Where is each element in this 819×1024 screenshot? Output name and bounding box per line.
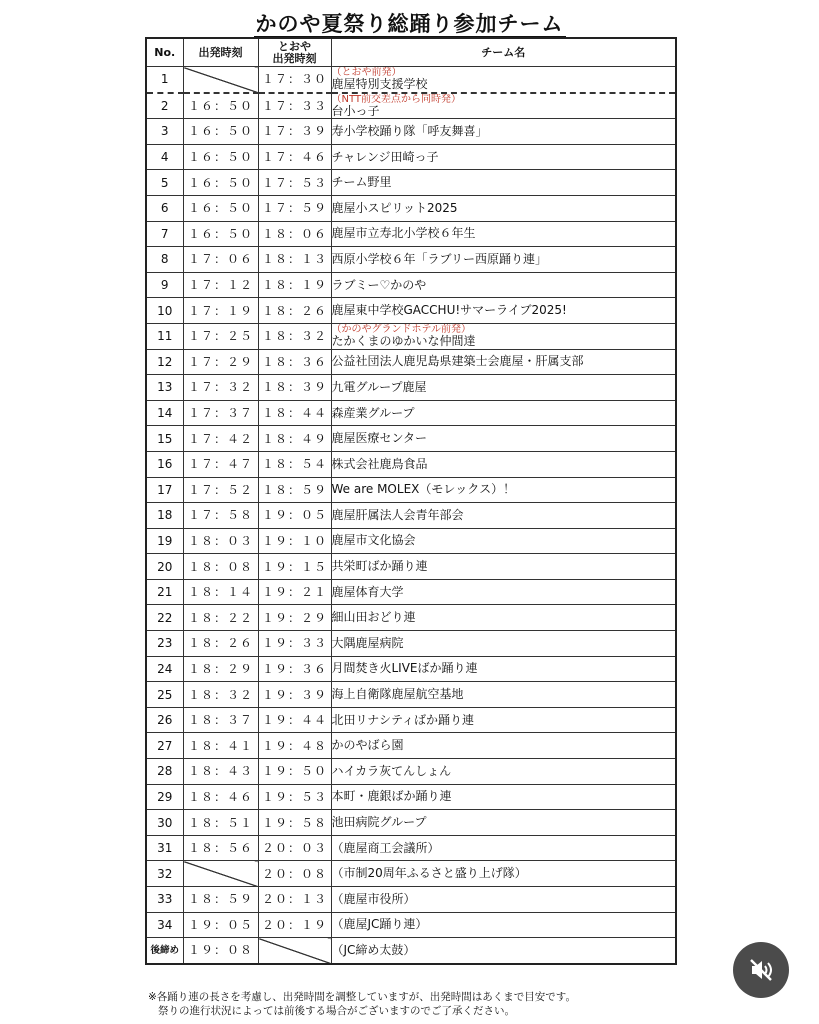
- toya-departure-time: １７：５９: [258, 195, 331, 221]
- departure-time: １７：５８: [183, 503, 258, 529]
- team-name: 鹿屋医療センター: [331, 431, 428, 446]
- team-name-cell: [331, 887, 676, 913]
- table-row: [146, 810, 676, 836]
- toya-departure-time: １９：３３: [258, 631, 331, 657]
- table-row: [146, 605, 676, 631]
- team-name-cell: [331, 247, 676, 273]
- departure-time: １７：４２: [183, 426, 258, 452]
- row-number: 29: [146, 784, 183, 810]
- departure-time: １８：２９: [183, 656, 258, 682]
- row-number: 30: [146, 810, 183, 836]
- toya-departure-time: １８：０６: [258, 221, 331, 247]
- toya-departure-time: １８：５９: [258, 477, 331, 503]
- toya-departure-time: [258, 938, 331, 964]
- toya-departure-time: １９：３９: [258, 682, 331, 708]
- header-toya-departure: [258, 38, 331, 67]
- team-name: 鹿屋特別支援学校: [331, 77, 428, 92]
- table-row: [146, 221, 676, 247]
- departure-time: １９：０８: [183, 938, 258, 964]
- team-name-cell: [331, 605, 676, 631]
- start-location-note: （かのやグランドホテル前発）: [331, 324, 471, 336]
- table-row: [146, 579, 676, 605]
- table-row: [146, 528, 676, 554]
- table-row: [146, 451, 676, 477]
- team-name: 九電グループ鹿屋: [331, 379, 427, 394]
- toya-departure-time: １７：３９: [258, 119, 331, 145]
- table-row: [146, 682, 676, 708]
- departure-time: １９：０５: [183, 912, 258, 938]
- team-name: 鹿屋体育大学: [331, 584, 404, 599]
- team-name: かのやばら園: [331, 738, 404, 753]
- departure-time: １８：５６: [183, 835, 258, 861]
- row-number: 2: [146, 93, 183, 119]
- team-name-cell: [331, 784, 676, 810]
- departure-time: １８：１４: [183, 579, 258, 605]
- team-name: 月間焚き火LIVEばか踊り連: [331, 661, 478, 676]
- table-row: [146, 887, 676, 913]
- team-name-cell: [331, 375, 676, 401]
- row-number: 7: [146, 221, 183, 247]
- toya-departure-time: １８：５４: [258, 451, 331, 477]
- row-number: 17: [146, 477, 183, 503]
- table-row: [146, 400, 676, 426]
- row-number: 31: [146, 835, 183, 861]
- table-row: [146, 323, 676, 349]
- toya-departure-time: １８：２６: [258, 298, 331, 324]
- toya-departure-time: １８：１３: [258, 247, 331, 273]
- row-number: 16: [146, 451, 183, 477]
- row-number: 33: [146, 887, 183, 913]
- start-location-note: （とおや前発）: [331, 67, 402, 79]
- table-row: [146, 477, 676, 503]
- row-number: 27: [146, 733, 183, 759]
- row-number: 26: [146, 707, 183, 733]
- departure-time: １８：５９: [183, 887, 258, 913]
- team-name: 北田リナシティばか踊り連: [331, 712, 475, 727]
- team-name: 鹿屋小スピリット2025: [331, 200, 458, 215]
- table-row: [146, 784, 676, 810]
- table-row: [146, 861, 676, 887]
- team-name: 株式会社鹿鳥食品: [331, 456, 428, 471]
- table-row: [146, 554, 676, 580]
- team-name: We are MOLEX（モレックス）！: [331, 482, 516, 497]
- team-name: 公益社団法人鹿児島県建築士会鹿屋・肝属支部: [331, 354, 584, 369]
- team-name: 鹿屋市立寿北小学校６年生: [331, 226, 476, 241]
- toya-departure-time: １８：３６: [258, 349, 331, 375]
- toya-departure-time: ２０：０８: [258, 861, 331, 887]
- team-name: 台小っ子: [331, 103, 380, 118]
- departure-time: １７：１２: [183, 272, 258, 298]
- row-number: 19: [146, 528, 183, 554]
- team-name-cell: [331, 272, 676, 298]
- row-number: 5: [146, 170, 183, 196]
- row-number: 13: [146, 375, 183, 401]
- team-name: 共栄町ばか踊り連: [331, 559, 428, 574]
- toya-departure-time: １９：２１: [258, 579, 331, 605]
- team-name-cell: [331, 707, 676, 733]
- table-row: [146, 912, 676, 938]
- toya-departure-time: １８：１９: [258, 272, 331, 298]
- team-name: ハイカラ灰てんしょん: [331, 763, 452, 778]
- toya-departure-time: １７：３０: [258, 67, 331, 93]
- table-row: [146, 93, 676, 119]
- departure-time: １７：２９: [183, 349, 258, 375]
- row-number: 15: [146, 426, 183, 452]
- table-row: [146, 375, 676, 401]
- team-name-cell: [331, 451, 676, 477]
- team-name-cell: [331, 656, 676, 682]
- toya-departure-time: ２０：０３: [258, 835, 331, 861]
- departure-time: １８：２２: [183, 605, 258, 631]
- departure-time: １６：５０: [183, 93, 258, 119]
- departure-time: １７：０６: [183, 247, 258, 273]
- team-name: （鹿屋市役所）: [331, 891, 416, 906]
- departure-time: １７：２５: [183, 323, 258, 349]
- toya-departure-time: １９：１０: [258, 528, 331, 554]
- toya-departure-time: １８：３２: [258, 323, 331, 349]
- row-number: 18: [146, 503, 183, 529]
- team-name: 寿小学校踊り隊「呼友舞喜」: [331, 123, 488, 138]
- team-name-cell: [331, 195, 676, 221]
- team-name-cell: [331, 810, 676, 836]
- table-row: [146, 67, 676, 93]
- departure-time: １７：４７: [183, 451, 258, 477]
- toya-departure-time: １９：４４: [258, 707, 331, 733]
- toya-departure-time: １９：５８: [258, 810, 331, 836]
- team-name: 細山田おどり連: [331, 610, 416, 625]
- toya-departure-time: １７：５３: [258, 170, 331, 196]
- toya-departure-time: １９：３６: [258, 656, 331, 682]
- table-header-row: [146, 38, 676, 67]
- table-row: [146, 707, 676, 733]
- team-name: （鹿屋商工会議所）: [331, 840, 440, 855]
- departure-time: １８：４３: [183, 759, 258, 785]
- toya-departure-time: ２０：１９: [258, 912, 331, 938]
- table-row: [146, 759, 676, 785]
- header-no: No.: [146, 38, 183, 67]
- team-name-cell: [331, 579, 676, 605]
- row-number: 10: [146, 298, 183, 324]
- departure-time: １６：５０: [183, 221, 258, 247]
- team-name-cell: [331, 119, 676, 145]
- departure-time: １８：５１: [183, 810, 258, 836]
- team-name-cell: [331, 912, 676, 938]
- table-row: [146, 298, 676, 324]
- team-name-cell: [331, 170, 676, 196]
- table-row: [146, 733, 676, 759]
- team-name-cell: [331, 323, 676, 349]
- row-number: 14: [146, 400, 183, 426]
- start-location-note: （NTT前交差点から同時発）: [331, 93, 462, 105]
- row-number: 11: [146, 323, 183, 349]
- team-name-cell: [331, 67, 676, 93]
- footer-note: [148, 990, 708, 1018]
- departure-time: １６：５０: [183, 144, 258, 170]
- table-row: [146, 503, 676, 529]
- row-number: 32: [146, 861, 183, 887]
- toya-departure-time: １９：２９: [258, 605, 331, 631]
- departure-time: １７：３２: [183, 375, 258, 401]
- header-toya-line2: 出発時刻: [272, 51, 317, 65]
- toya-departure-time: １８：３９: [258, 375, 331, 401]
- team-name-cell: [331, 221, 676, 247]
- toya-departure-time: １７：３３: [258, 93, 331, 119]
- row-number: 20: [146, 554, 183, 580]
- table-row: [146, 144, 676, 170]
- schedule-table: [145, 37, 677, 965]
- toya-departure-time: ２０：１３: [258, 887, 331, 913]
- row-number: 1: [146, 67, 183, 93]
- team-name-cell: [331, 733, 676, 759]
- team-name-cell: [331, 400, 676, 426]
- departure-time: １８：４１: [183, 733, 258, 759]
- departure-time: １８：４６: [183, 784, 258, 810]
- table-row: [146, 835, 676, 861]
- toya-departure-time: １８：４４: [258, 400, 331, 426]
- departure-time: １６：５０: [183, 195, 258, 221]
- row-number: 3: [146, 119, 183, 145]
- team-name: 本町・鹿銀ばか踊り連: [331, 789, 452, 804]
- team-name-cell: [331, 349, 676, 375]
- table-row: [146, 349, 676, 375]
- table-row: [146, 195, 676, 221]
- table-row: [146, 426, 676, 452]
- toya-departure-time: １９：０５: [258, 503, 331, 529]
- toya-departure-time: １７：４６: [258, 144, 331, 170]
- toya-departure-time: １８：４９: [258, 426, 331, 452]
- team-name: チャレンジ田崎っ子: [331, 149, 439, 164]
- team-name: 大隅鹿屋病院: [331, 635, 404, 650]
- row-number: 28: [146, 759, 183, 785]
- row-number: 12: [146, 349, 183, 375]
- team-name-cell: [331, 528, 676, 554]
- table-row: [146, 272, 676, 298]
- table-row: [146, 631, 676, 657]
- team-name: 池田病院グループ: [331, 815, 427, 830]
- team-name: 西原小学校６年「ラブリー西原踊り連」: [331, 251, 548, 266]
- team-name: （市制20周年ふるさと盛り上げ隊）: [331, 866, 527, 881]
- header-departure: 出発時刻: [183, 38, 258, 67]
- departure-time: １８：０３: [183, 528, 258, 554]
- footer-line-1: ※各踊り連の長さを考慮し、出発時間を調整していますが、出発時間はあくまで目安です。: [148, 991, 576, 1003]
- team-name-cell: [331, 554, 676, 580]
- team-name-cell: [331, 477, 676, 503]
- team-name-cell: [331, 682, 676, 708]
- team-name-cell: [331, 144, 676, 170]
- row-number: 25: [146, 682, 183, 708]
- row-number: 6: [146, 195, 183, 221]
- mute-button[interactable]: [733, 942, 789, 998]
- team-name-cell: [331, 93, 676, 119]
- row-number: 9: [146, 272, 183, 298]
- departure-time: １６：５０: [183, 119, 258, 145]
- departure-time: [183, 861, 258, 887]
- team-name-cell: [331, 835, 676, 861]
- team-name: （JC締め太鼓）: [331, 942, 416, 957]
- page-title: かのや夏祭り総踊り参加チーム: [255, 12, 564, 36]
- team-name: たかくまのゆかいな仲間達: [331, 334, 476, 349]
- team-name-cell: [331, 631, 676, 657]
- row-number: 後締め: [146, 938, 183, 964]
- toya-departure-time: １９：５０: [258, 759, 331, 785]
- team-name: 海上自衛隊鹿屋航空基地: [331, 687, 464, 702]
- departure-time: １７：１９: [183, 298, 258, 324]
- team-name-cell: [331, 503, 676, 529]
- toya-departure-time: １９：１５: [258, 554, 331, 580]
- row-number: 22: [146, 605, 183, 631]
- team-name-cell: [331, 298, 676, 324]
- team-name-cell: [331, 861, 676, 887]
- speaker-muted-icon: [747, 956, 775, 984]
- row-number: 24: [146, 656, 183, 682]
- team-name: 鹿屋東中学校GACCHU!サマーライブ2025!: [331, 303, 567, 318]
- departure-time: １８：３２: [183, 682, 258, 708]
- departure-time: １７：５２: [183, 477, 258, 503]
- team-name: ラブミー♡かのや: [331, 277, 427, 292]
- team-name: 鹿屋肝属法人会青年部会: [331, 507, 464, 522]
- row-number: 23: [146, 631, 183, 657]
- team-name-cell: [331, 938, 676, 964]
- row-number: 34: [146, 912, 183, 938]
- row-number: 8: [146, 247, 183, 273]
- departure-time: [183, 67, 258, 93]
- team-name: 鹿屋市文化協会: [331, 533, 416, 548]
- team-name: （鹿屋JC踊り連）: [331, 917, 428, 932]
- table-row: [146, 247, 676, 273]
- team-name: チーム野里: [331, 175, 392, 190]
- row-number: 21: [146, 579, 183, 605]
- row-number: 4: [146, 144, 183, 170]
- departure-time: １６：５０: [183, 170, 258, 196]
- table-row: [146, 656, 676, 682]
- toya-departure-time: １９：４８: [258, 733, 331, 759]
- table-row: [146, 938, 676, 964]
- footer-line-2: 祭りの進行状況によっては前後する場合がございますのでご了承ください。: [158, 1005, 515, 1017]
- team-name-cell: [331, 759, 676, 785]
- departure-time: １７：３７: [183, 400, 258, 426]
- table-row: [146, 170, 676, 196]
- table-row: [146, 119, 676, 145]
- departure-time: １８：２６: [183, 631, 258, 657]
- header-toya-line1: とおや: [278, 39, 311, 53]
- departure-time: １８：０８: [183, 554, 258, 580]
- toya-departure-time: １９：５３: [258, 784, 331, 810]
- header-team-name: チーム名: [331, 38, 676, 67]
- team-name: 森産業グループ: [331, 405, 415, 420]
- team-name-cell: [331, 426, 676, 452]
- departure-time: １８：３７: [183, 707, 258, 733]
